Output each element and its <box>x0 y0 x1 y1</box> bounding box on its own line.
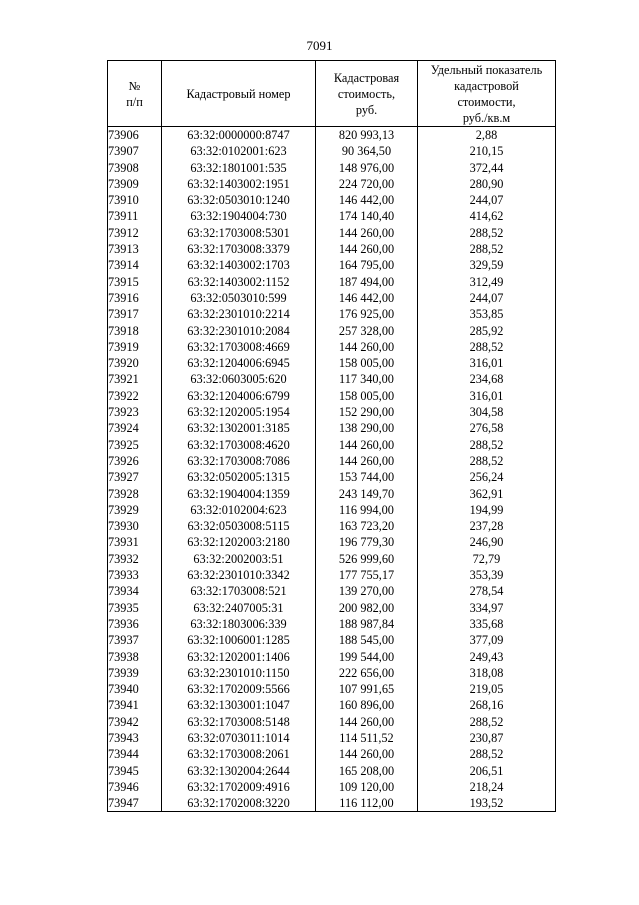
table-row <box>108 160 556 176</box>
cadastral-value-cell: 200 982,00 <box>316 600 418 616</box>
unit-value-cell: 249,43 <box>418 649 556 665</box>
cadastral-value-cell: 177 755,17 <box>316 567 418 583</box>
cadastral-value-cell: 146 442,00 <box>316 192 418 208</box>
row-number-cell: 73915 <box>108 274 162 290</box>
cadastral-value-cell: 164 795,00 <box>316 257 418 273</box>
cadastral-value-cell: 90 364,50 <box>316 143 418 159</box>
cadastral-value-cell: 188 987,84 <box>316 616 418 632</box>
table-row <box>108 665 556 681</box>
unit-value-cell: 206,51 <box>418 763 556 779</box>
table-row <box>108 339 556 355</box>
cadastral-number-cell: 63:32:0502005:1315 <box>162 469 316 485</box>
cadastral-number-cell: 63:32:1703008:5148 <box>162 714 316 730</box>
cadastral-value-cell: 109 120,00 <box>316 779 418 795</box>
unit-value-cell: 210,15 <box>418 143 556 159</box>
cadastral-number-cell: 63:32:0102004:623 <box>162 502 316 518</box>
table-row <box>108 632 556 648</box>
cadastral-number-cell: 63:32:1803006:339 <box>162 616 316 632</box>
header-num <box>108 61 162 127</box>
row-number-cell: 73942 <box>108 714 162 730</box>
table-row <box>108 502 556 518</box>
row-number-cell: 73914 <box>108 257 162 273</box>
cadastral-number-cell: 63:32:1204006:6945 <box>162 355 316 371</box>
cadastral-number-cell: 63:32:2301010:1150 <box>162 665 316 681</box>
header-row <box>108 61 556 127</box>
table-row <box>108 192 556 208</box>
table-row <box>108 616 556 632</box>
unit-value-cell: 194,99 <box>418 502 556 518</box>
row-number-cell: 73939 <box>108 665 162 681</box>
row-number-cell: 73936 <box>108 616 162 632</box>
row-number-cell: 73933 <box>108 567 162 583</box>
cadastral-number-cell: 63:32:0503008:5115 <box>162 518 316 534</box>
cadastral-number-cell: 63:32:1702009:5566 <box>162 681 316 697</box>
cadastral-number-cell: 63:32:1703008:2061 <box>162 746 316 762</box>
unit-value-cell: 285,92 <box>418 323 556 339</box>
table-row <box>108 697 556 713</box>
cadastral-value-cell: 116 112,00 <box>316 795 418 812</box>
unit-value-cell: 288,52 <box>418 437 556 453</box>
unit-value-cell: 280,90 <box>418 176 556 192</box>
table-row <box>108 730 556 746</box>
cadastral-number-cell: 63:32:1202001:1406 <box>162 649 316 665</box>
table-row <box>108 437 556 453</box>
cadastral-value-cell: 153 744,00 <box>316 469 418 485</box>
unit-value-cell: 244,07 <box>418 290 556 306</box>
cadastral-value-cell: 163 723,20 <box>316 518 418 534</box>
cadastral-number-cell: 63:32:1302004:2644 <box>162 763 316 779</box>
cadastral-value-cell: 138 290,00 <box>316 420 418 436</box>
unit-value-cell: 193,52 <box>418 795 556 812</box>
unit-value-cell: 237,28 <box>418 518 556 534</box>
cadastral-value-cell: 144 260,00 <box>316 241 418 257</box>
row-number-cell: 73931 <box>108 534 162 550</box>
page-number: 7091 <box>306 38 333 53</box>
table-row <box>108 355 556 371</box>
unit-value-cell: 312,49 <box>418 274 556 290</box>
cadastral-number-cell: 63:32:1703008:5301 <box>162 225 316 241</box>
table-row <box>108 241 556 257</box>
header-num-label: № п/п <box>126 78 143 109</box>
cadastral-number-cell: 63:32:0102001:623 <box>162 143 316 159</box>
table-row <box>108 534 556 550</box>
row-number-cell: 73910 <box>108 192 162 208</box>
cadastral-value-cell: 117 340,00 <box>316 371 418 387</box>
cadastral-number-cell: 63:32:1403002:1152 <box>162 274 316 290</box>
row-number-cell: 73945 <box>108 763 162 779</box>
table-row <box>108 795 556 812</box>
cadastral-value-cell: 222 656,00 <box>316 665 418 681</box>
table-row <box>108 306 556 322</box>
cadastral-value-cell: 160 896,00 <box>316 697 418 713</box>
table-row <box>108 681 556 697</box>
cadastral-value-cell: 144 260,00 <box>316 339 418 355</box>
row-number-cell: 73946 <box>108 779 162 795</box>
unit-value-cell: 316,01 <box>418 355 556 371</box>
row-number-cell: 73922 <box>108 388 162 404</box>
row-number-cell: 73924 <box>108 420 162 436</box>
cadastral-number-cell: 63:32:2407005:31 <box>162 600 316 616</box>
cadastral-number-cell: 63:32:1303001:1047 <box>162 697 316 713</box>
unit-value-cell: 268,16 <box>418 697 556 713</box>
unit-value-cell: 334,97 <box>418 600 556 616</box>
unit-value-cell: 278,54 <box>418 583 556 599</box>
cadastral-value-cell: 146 442,00 <box>316 290 418 306</box>
cadastral-value-cell: 243 149,70 <box>316 486 418 502</box>
cadastral-value-cell: 148 976,00 <box>316 160 418 176</box>
unit-value-cell: 256,24 <box>418 469 556 485</box>
table-row <box>108 290 556 306</box>
row-number-cell: 73918 <box>108 323 162 339</box>
cadastral-number-cell: 63:32:1703008:4620 <box>162 437 316 453</box>
row-number-cell: 73930 <box>108 518 162 534</box>
table-row <box>108 453 556 469</box>
cadastral-value-cell: 224 720,00 <box>316 176 418 192</box>
table-row <box>108 469 556 485</box>
cadastral-value-cell: 176 925,00 <box>316 306 418 322</box>
cadastral-number-cell: 63:32:1202003:2180 <box>162 534 316 550</box>
cadastral-number-cell: 63:32:1403002:1703 <box>162 257 316 273</box>
cadastral-value-cell: 144 260,00 <box>316 714 418 730</box>
table-row <box>108 274 556 290</box>
cadastral-value-cell: 174 140,40 <box>316 208 418 224</box>
table-row <box>108 649 556 665</box>
cadastral-value-cell: 152 290,00 <box>316 404 418 420</box>
row-number-cell: 73944 <box>108 746 162 762</box>
row-number-cell: 73938 <box>108 649 162 665</box>
table-header <box>108 61 556 127</box>
cadastral-number-cell: 63:32:0703011:1014 <box>162 730 316 746</box>
unit-value-cell: 335,68 <box>418 616 556 632</box>
cadastral-number-cell: 63:32:1904004:1359 <box>162 486 316 502</box>
row-number-cell: 73920 <box>108 355 162 371</box>
row-number-cell: 73940 <box>108 681 162 697</box>
unit-value-cell: 316,01 <box>418 388 556 404</box>
cadastral-number-cell: 63:32:2002003:51 <box>162 551 316 567</box>
row-number-cell: 73926 <box>108 453 162 469</box>
unit-value-cell: 288,52 <box>418 714 556 730</box>
row-number-cell: 73937 <box>108 632 162 648</box>
cadastral-number-cell: 63:32:2301010:2084 <box>162 323 316 339</box>
cadastral-number-cell: 63:32:1302001:3185 <box>162 420 316 436</box>
row-number-cell: 73907 <box>108 143 162 159</box>
cadastral-value-cell: 114 511,52 <box>316 730 418 746</box>
unit-value-cell: 218,24 <box>418 779 556 795</box>
unit-value-cell: 2,88 <box>418 127 556 144</box>
unit-value-cell: 246,90 <box>418 534 556 550</box>
unit-value-cell: 288,52 <box>418 746 556 762</box>
row-number-cell: 73929 <box>108 502 162 518</box>
unit-value-cell: 219,05 <box>418 681 556 697</box>
unit-value-cell: 234,68 <box>418 371 556 387</box>
cadastral-number-cell: 63:32:1403002:1951 <box>162 176 316 192</box>
cadastral-number-cell: 63:32:0503010:1240 <box>162 192 316 208</box>
row-number-cell: 73928 <box>108 486 162 502</box>
unit-value-cell: 414,62 <box>418 208 556 224</box>
header-unit-value-label: Удельный показатель кадастровой стоимости, руб./кв.м <box>430 62 543 125</box>
cadastral-value-cell: 196 779,30 <box>316 534 418 550</box>
row-number-cell: 73925 <box>108 437 162 453</box>
row-number-cell: 73908 <box>108 160 162 176</box>
cadastral-number-cell: 63:32:0503010:599 <box>162 290 316 306</box>
row-number-cell: 73947 <box>108 795 162 812</box>
table-row <box>108 600 556 616</box>
cadastral-value-cell: 139 270,00 <box>316 583 418 599</box>
row-number-cell: 73921 <box>108 371 162 387</box>
unit-value-cell: 353,39 <box>418 567 556 583</box>
row-number-cell: 73941 <box>108 697 162 713</box>
cadastral-number-cell: 63:32:0603005:620 <box>162 371 316 387</box>
cadastral-number-cell: 63:32:1703008:4669 <box>162 339 316 355</box>
table-row <box>108 486 556 502</box>
unit-value-cell: 329,59 <box>418 257 556 273</box>
table-row <box>108 763 556 779</box>
cadastral-number-cell: 63:32:1904004:730 <box>162 208 316 224</box>
table-row <box>108 779 556 795</box>
row-number-cell: 73932 <box>108 551 162 567</box>
unit-value-cell: 276,58 <box>418 420 556 436</box>
table-row <box>108 323 556 339</box>
cadastral-number-cell: 63:32:1703008:3379 <box>162 241 316 257</box>
cadastral-number-cell: 63:32:0000000:8747 <box>162 127 316 144</box>
table-row <box>108 420 556 436</box>
table-body <box>108 127 556 812</box>
row-number-cell: 73923 <box>108 404 162 420</box>
cadastral-value-cell: 187 494,00 <box>316 274 418 290</box>
row-number-cell: 73912 <box>108 225 162 241</box>
cadastral-number-cell: 63:32:2301010:2214 <box>162 306 316 322</box>
unit-value-cell: 288,52 <box>418 453 556 469</box>
cadastral-value-table <box>107 60 556 812</box>
unit-value-cell: 288,52 <box>418 225 556 241</box>
cadastral-number-cell: 63:32:1703008:521 <box>162 583 316 599</box>
row-number-cell: 73917 <box>108 306 162 322</box>
table-row <box>108 404 556 420</box>
cadastral-value-cell: 144 260,00 <box>316 225 418 241</box>
unit-value-cell: 288,52 <box>418 339 556 355</box>
row-number-cell: 73913 <box>108 241 162 257</box>
unit-value-cell: 288,52 <box>418 241 556 257</box>
table-row <box>108 208 556 224</box>
cadastral-value-cell: 116 994,00 <box>316 502 418 518</box>
row-number-cell: 73911 <box>108 208 162 224</box>
cadastral-value-cell: 107 991,65 <box>316 681 418 697</box>
header-unit-value <box>418 61 556 127</box>
cadastral-value-cell: 158 005,00 <box>316 355 418 371</box>
table-row <box>108 714 556 730</box>
table-row <box>108 567 556 583</box>
cadastral-value-cell: 158 005,00 <box>316 388 418 404</box>
header-cadastral-value <box>316 61 418 127</box>
row-number-cell: 73927 <box>108 469 162 485</box>
cadastral-number-cell: 63:32:1801001:535 <box>162 160 316 176</box>
table-row <box>108 388 556 404</box>
unit-value-cell: 362,91 <box>418 486 556 502</box>
table-row <box>108 551 556 567</box>
row-number-cell: 73919 <box>108 339 162 355</box>
cadastral-number-cell: 63:32:1702008:3220 <box>162 795 316 812</box>
row-number-cell: 73943 <box>108 730 162 746</box>
cadastral-number-cell: 63:32:1204006:6799 <box>162 388 316 404</box>
unit-value-cell: 372,44 <box>418 160 556 176</box>
row-number-cell: 73909 <box>108 176 162 192</box>
row-number-cell: 73916 <box>108 290 162 306</box>
cadastral-number-cell: 63:32:1703008:7086 <box>162 453 316 469</box>
table-row <box>108 127 556 144</box>
table-row <box>108 746 556 762</box>
cadastral-number-cell: 63:32:1702009:4916 <box>162 779 316 795</box>
cadastral-number-cell: 63:32:2301010:3342 <box>162 567 316 583</box>
unit-value-cell: 230,87 <box>418 730 556 746</box>
unit-value-cell: 353,85 <box>418 306 556 322</box>
table-row <box>108 176 556 192</box>
cadastral-number-cell: 63:32:1006001:1285 <box>162 632 316 648</box>
cadastral-value-cell: 144 260,00 <box>316 437 418 453</box>
table-row <box>108 371 556 387</box>
cadastral-value-cell: 188 545,00 <box>316 632 418 648</box>
cadastral-value-cell: 165 208,00 <box>316 763 418 779</box>
table-row <box>108 257 556 273</box>
cadastral-value-cell: 257 328,00 <box>316 323 418 339</box>
header-cadastral-value-label: Кадастровая стоимость, руб. <box>333 70 400 117</box>
cadastral-number-cell: 63:32:1202005:1954 <box>162 404 316 420</box>
header-cadastral-number: Кадастровый номер <box>162 61 316 127</box>
row-number-cell: 73935 <box>108 600 162 616</box>
row-number-cell: 73906 <box>108 127 162 144</box>
row-number-cell: 73934 <box>108 583 162 599</box>
cadastral-value-cell: 144 260,00 <box>316 746 418 762</box>
unit-value-cell: 318,08 <box>418 665 556 681</box>
unit-value-cell: 377,09 <box>418 632 556 648</box>
table-row <box>108 143 556 159</box>
table-row <box>108 225 556 241</box>
unit-value-cell: 304,58 <box>418 404 556 420</box>
cadastral-value-cell: 526 999,60 <box>316 551 418 567</box>
unit-value-cell: 244,07 <box>418 192 556 208</box>
cadastral-value-cell: 820 993,13 <box>316 127 418 144</box>
table-row <box>108 518 556 534</box>
cadastral-value-cell: 144 260,00 <box>316 453 418 469</box>
unit-value-cell: 72,79 <box>418 551 556 567</box>
cadastral-value-cell: 199 544,00 <box>316 649 418 665</box>
table-row <box>108 583 556 599</box>
